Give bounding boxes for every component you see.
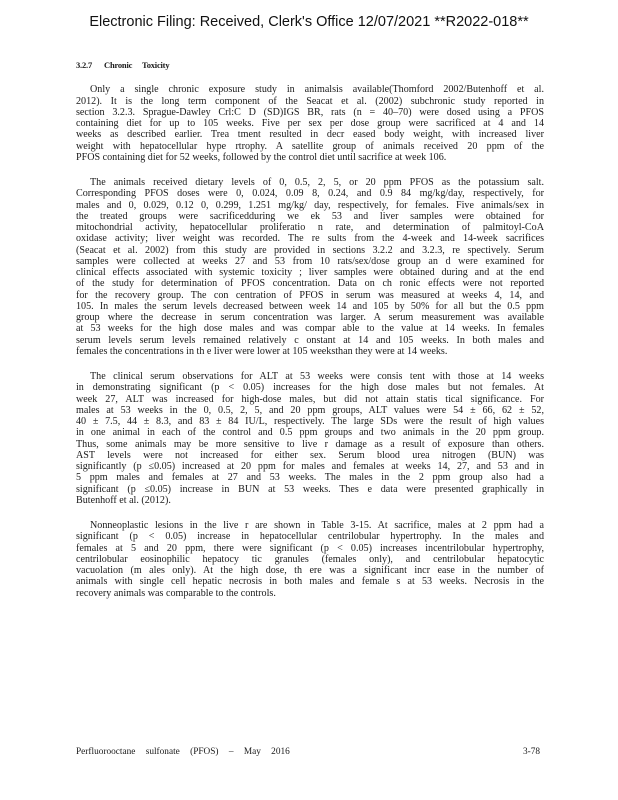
paragraph-line: centrilobular eosinophilic hepatocy tic granules (females only), and centrilobular hepatocytic	[76, 553, 544, 565]
paragraph-line: females at 5 and 20 ppm, there were significant (p < 0.05) increases incentrilobular hypertrophy,	[76, 542, 544, 554]
paragraph-line: 5 ppm males and females at 27 and 53 weeks. The males in the 2 ppm group also had a	[76, 472, 544, 484]
body-paragraph	[76, 84, 544, 163]
paragraph-line: weight with hepatocellular hype rtrophy. A satellite group of animals received 20 ppm of the	[76, 140, 544, 152]
paragraph-line: containing diet for up to 105 weeks. Five per sex per dose group were sacrificed at 4 and 14	[76, 118, 544, 129]
body-paragraph	[76, 520, 544, 599]
paragraph-line: weeks as described earlier. Trea tment resulted in decr eased body weight, with increased liver	[76, 129, 544, 141]
paragraph-line: PFOS containing diet for 52 weeks, followed by the control diet until sacrifice at week 106.	[76, 151, 447, 163]
paragraph-line: mitochondrial activity, hepatocellular proliferatio n rate, and determination of palmitoyl-CoA	[76, 222, 544, 233]
paragraph-line: Nonneoplastic lesions in the live r are shown in Table 3-15. At sacrifice, males at 2 ppm had a	[90, 520, 544, 531]
paragraph-line: females the concentrations in th e liver were lower at 105 weeksthan they were at 14 weeks.	[76, 345, 448, 357]
paragraph-line: (Seacat et al. 2002) from this study are provided in sections 3.2.2 and 3.2.3, re spectively. Serum	[76, 244, 544, 256]
paragraphs	[76, 84, 544, 599]
section-title-word1: Chronic	[104, 60, 133, 70]
paragraph-line: in one animal in each of the control and 0.5 ppm groups and two animals in the 20 ppm group.	[76, 427, 544, 439]
paragraph-line: section 3.2.3. Sprague-Dawley Crl:C D (SD)IGS BR, rats (n = 40–70) were dosed using a PFOS	[76, 106, 544, 118]
paragraph-line: significantly (p ≤0.05) increased at 20 ppm for males and females at weeks 14, 27, and 53 and in	[76, 461, 544, 472]
paragraph-line: at 53 weeks for the high dose males and was compar able to the value at 14 weeks. In females	[76, 323, 544, 335]
section-title-word2: Toxicity	[142, 60, 170, 70]
paragraph-line: vacuolation (m ales only). At the high dose, th ere was a significant incr ease in the number of	[76, 565, 544, 576]
paragraph-line: males at 53 weeks in the 0, 0.5, 2, 5, and 20 ppm groups, ALT values were 54 ± 66, 62 ± 52,	[76, 404, 544, 416]
paragraph-line: serum levels serum levels remained relatively c onstant at 14 and 105 weeks. In both males and	[76, 334, 544, 346]
filing-stamp-header: Electronic Filing: Received, Clerk's Office 12/07/2021 **R2022-018**	[89, 14, 529, 30]
paragraph-line: clinical effects associated with systemic toxicity ; liver samples were obtained during and at the end	[76, 267, 544, 278]
paragraph-line: AST levels were not increased for either sex. Serum blood urea nitrogen (BUN) was	[76, 449, 544, 461]
section-number: 3.2.7	[76, 60, 93, 70]
paragraph-line: Butenhoff et al. (2012).	[76, 494, 171, 506]
paragraph-line: 105. In males the serum levels decreased between week 14 and 105 by 50% for all but the 0.5 ppm	[76, 300, 544, 312]
paragraph-line: in demonstrating significant (p < 0.05) increases for the high dose males but not females. At	[76, 382, 544, 394]
paragraph-line: group where the decrease in serum concentration was larger. A serum measurement was available	[76, 312, 544, 323]
paragraph-line: 2012). It is the long term component of the Seacat et al. (2002) subchronic study reported in	[76, 95, 544, 107]
paragraph-line: oxidase activity; liver weight was recorded. The re sults from the 4-week and 14-week sacrifices	[76, 233, 544, 245]
paragraph-line: The animals received dietary levels of 0, 0.5, 2, 5, or 20 ppm PFOS as the potassium salt.	[90, 177, 544, 188]
document-body	[76, 60, 544, 613]
footer-document-title: Perfluorooctane sulfonate (PFOS) – May 2016	[76, 747, 290, 757]
section-heading	[76, 60, 544, 71]
paragraph-line: Thus, some animals may be more sensitive to live r damage as a result of exposure than others.	[76, 438, 544, 450]
paragraph-line: samples were collected at weeks 27 and 53 from 10 rats/sex/dose group an d were examined for	[76, 255, 544, 267]
paragraph-line: 40 ± 7.5, 44 ± 8.3, and 83 ± 84 IU/L, respectively. The large SDs were the result of high values	[76, 416, 544, 427]
paragraph-line: of the study for determination of PFOS concentration. Data on ch ronic effects were not reported	[76, 278, 544, 290]
paragraph-line: Only a single chronic exposure study in animalsis available(Thomford 2002/Butenhoff et al.	[90, 84, 544, 96]
paragraph-line: significant (p < 0.05) increase in hepatocellular centrilobular hypertrophy. In the males and	[76, 531, 544, 543]
paragraph-line: males and 0, 0.029, 0.12 0, 0.299, 1.251 mg/kg/ day, respectively, for females. Five animals/sex in	[76, 199, 544, 211]
page-number: 3-78	[522, 747, 540, 757]
body-paragraph	[76, 371, 544, 506]
paragraph-line: the treated groups were sacrificedduring we ek 53 and liver samples were obtained for	[76, 210, 544, 222]
paragraph-line: Corresponding PFOS doses were 0, 0.024, 0.09 8, 0.24, and 0.9 84 mg/kg/day, respectively, for	[76, 188, 544, 200]
paragraph-line: recovery animals was comparable to the controls.	[76, 587, 276, 599]
body-paragraph	[76, 177, 544, 357]
paragraph-line: week 27, ALT was increased for high-dose males, but did not attain statis tical significance. For	[76, 393, 544, 405]
paragraph-line: animals with single cell hepatic necrosis in both males and female s at 53 weeks. Necrosis in the	[76, 576, 544, 588]
paragraph-line: for the recovery group. The con centration of PFOS in serum was measured at weeks 4, 14, and	[76, 289, 544, 301]
paragraph-line: The clinical serum observations for ALT at 53 weeks were consis tent with those at 14 weeks	[90, 371, 544, 382]
paragraph-line: significant (p ≤0.05) increase in BUN at 53 weeks. Thes e data were presented graphically in	[76, 483, 544, 495]
